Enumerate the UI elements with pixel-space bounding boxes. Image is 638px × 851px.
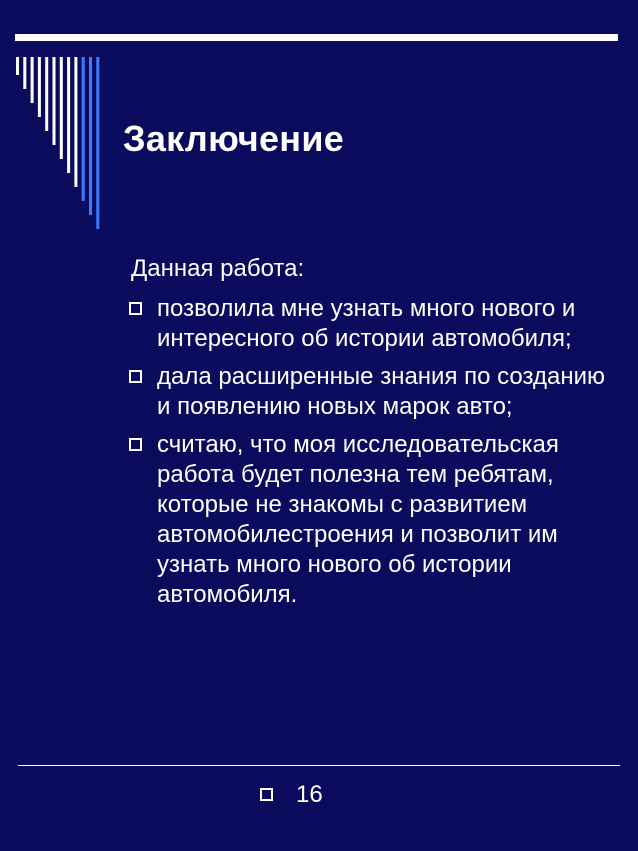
decorative-stripe	[31, 57, 34, 103]
square-bullet-icon	[260, 788, 273, 801]
bullet-text: дала расширенные знания по созданию и появлению новых марок авто;	[157, 363, 605, 420]
decorative-stripe	[82, 57, 85, 201]
decorative-stripe	[60, 57, 63, 159]
decorative-stripe	[74, 57, 77, 187]
bullet-item	[128, 430, 608, 610]
square-bullet-icon	[129, 370, 142, 383]
decorative-stripe	[45, 57, 48, 131]
decorative-stripe	[89, 57, 92, 215]
decorative-stripe	[16, 57, 19, 75]
page-number-text: 16	[296, 781, 323, 808]
bullet-text: считаю, что моя исследовательская работа будет полезна тем ребятам, которые не знакомы с развитием автомобилестроения и позволит им узнать много нового об истории автомобиля.	[157, 431, 559, 608]
bullet-item	[128, 362, 608, 422]
decorative-stripe	[67, 57, 70, 173]
decorative-stripe	[53, 57, 56, 145]
bottom-rule	[18, 765, 620, 766]
slide-title: Заключение	[123, 118, 345, 159]
page-number	[260, 780, 323, 810]
decorative-stripes	[0, 0, 110, 230]
intro-text: Данная работа:	[131, 255, 305, 282]
decorative-stripe	[38, 57, 41, 117]
square-bullet-icon	[129, 302, 142, 315]
square-bullet-icon	[129, 438, 142, 451]
bullet-item	[128, 294, 608, 354]
bullet-text: позволила мне узнать много нового и интересного об истории автомобиля;	[157, 295, 576, 352]
decorative-stripe	[23, 57, 26, 89]
decorative-stripe	[96, 57, 99, 229]
bullet-list	[128, 294, 608, 618]
